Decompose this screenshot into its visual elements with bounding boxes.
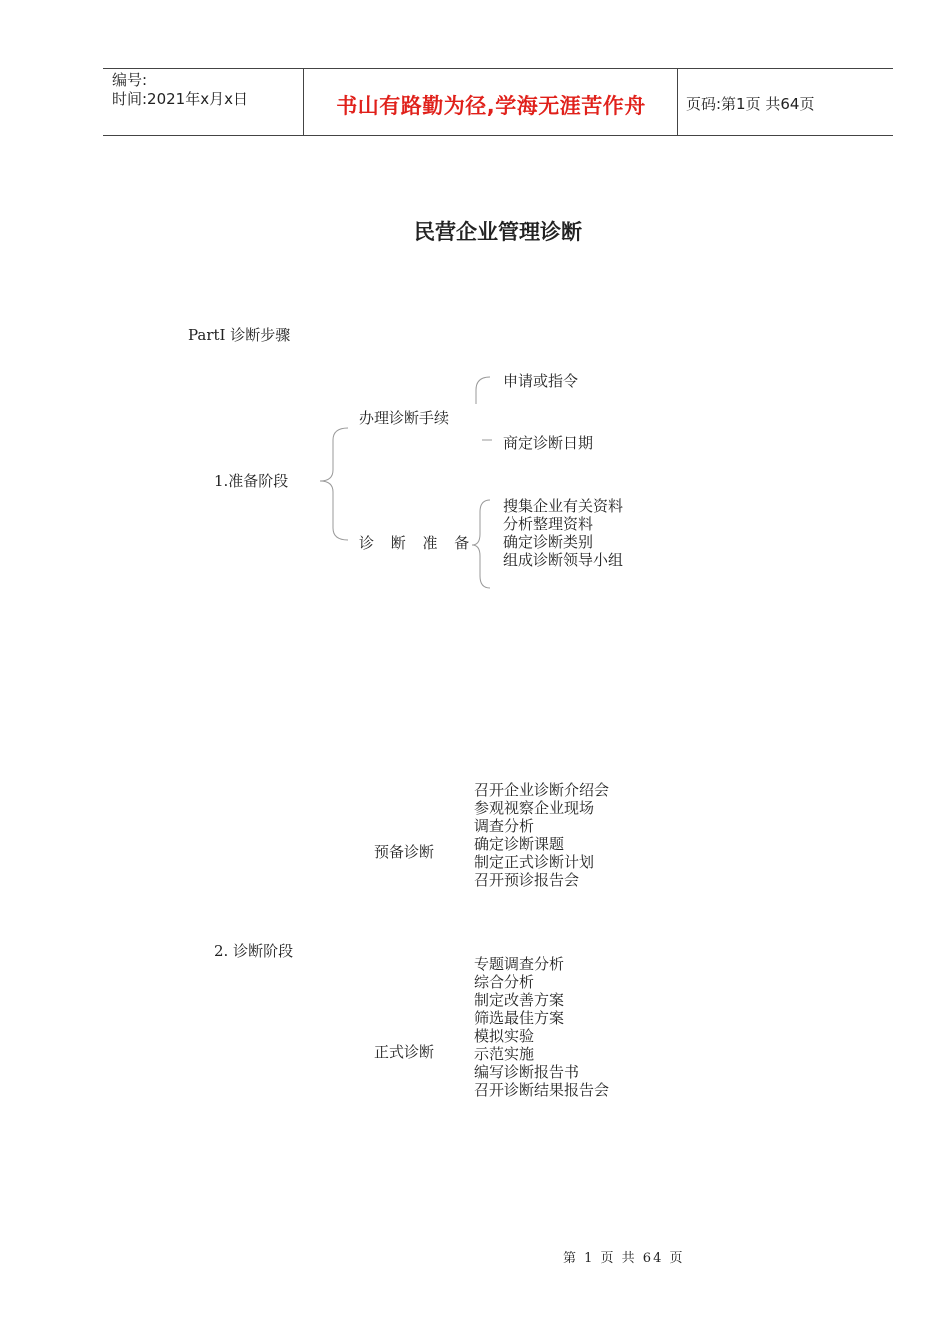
list-item: 示范实施 [474,1045,535,1063]
list-item: 筛选最佳方案 [474,1009,565,1027]
list-item: 调查分析 [474,817,535,835]
list-item: 编写诊断报告书 [474,1063,580,1081]
list-item: 专题调查分析 [474,955,565,973]
document-title: 民营企业管理诊断 [414,219,582,244]
stage2-label: 2. 诊断阶段 [214,942,294,960]
stage1-branch1-label: 办理诊断手续 [359,409,450,427]
stage1-brace-diagram [0,0,950,620]
stage1-branch2-items [503,497,623,569]
branch1-brace-top [476,377,490,404]
stage1-branch1-item: 申请或指令 [503,372,579,390]
stage1-label: 1.准备阶段 [214,472,289,490]
list-item: 召开企业诊断介绍会 [474,781,610,799]
serial-label: 编号: [112,71,148,89]
list-item: 召开诊断结果报告会 [474,1081,610,1099]
list-item: 参观视察企业现场 [474,799,595,817]
list-item: 搜集企业有关资料 [503,497,624,515]
stage2-branch2-label: 正式诊断 [374,1043,435,1061]
footer-page-number: 第 1 页 共 64 页 [563,1251,685,1266]
list-item: 分析整理资料 [503,515,594,533]
list-item: 制定正式诊断计划 [474,853,595,871]
list-item: 确定诊断课题 [474,835,565,853]
part-heading: PartⅠ 诊断步骤 [188,326,291,344]
stage2-branch2-items [474,955,609,1099]
stage2-branch1-items [474,781,609,889]
stage1-branch2-label: 诊 断 准 备 [359,534,476,552]
list-item: 组成诊断领导小组 [503,551,624,569]
header-page-info: 页码:第1页 共64页 [686,95,815,113]
list-item: 召开预诊报告会 [474,871,580,889]
list-item: 模拟实验 [474,1027,535,1045]
stage1-branch1-item: 商定诊断日期 [503,434,594,452]
stage2-branch1-label: 预备诊断 [374,843,435,861]
stage1-main-brace [320,428,348,540]
list-item: 综合分析 [474,973,535,991]
list-item: 确定诊断类别 [503,533,594,551]
list-item: 制定改善方案 [474,991,565,1009]
time-label: 时间:2021年x月x日 [112,90,248,108]
header-motto: 书山有路勤为径,学海无涯苦作舟 [336,94,646,118]
